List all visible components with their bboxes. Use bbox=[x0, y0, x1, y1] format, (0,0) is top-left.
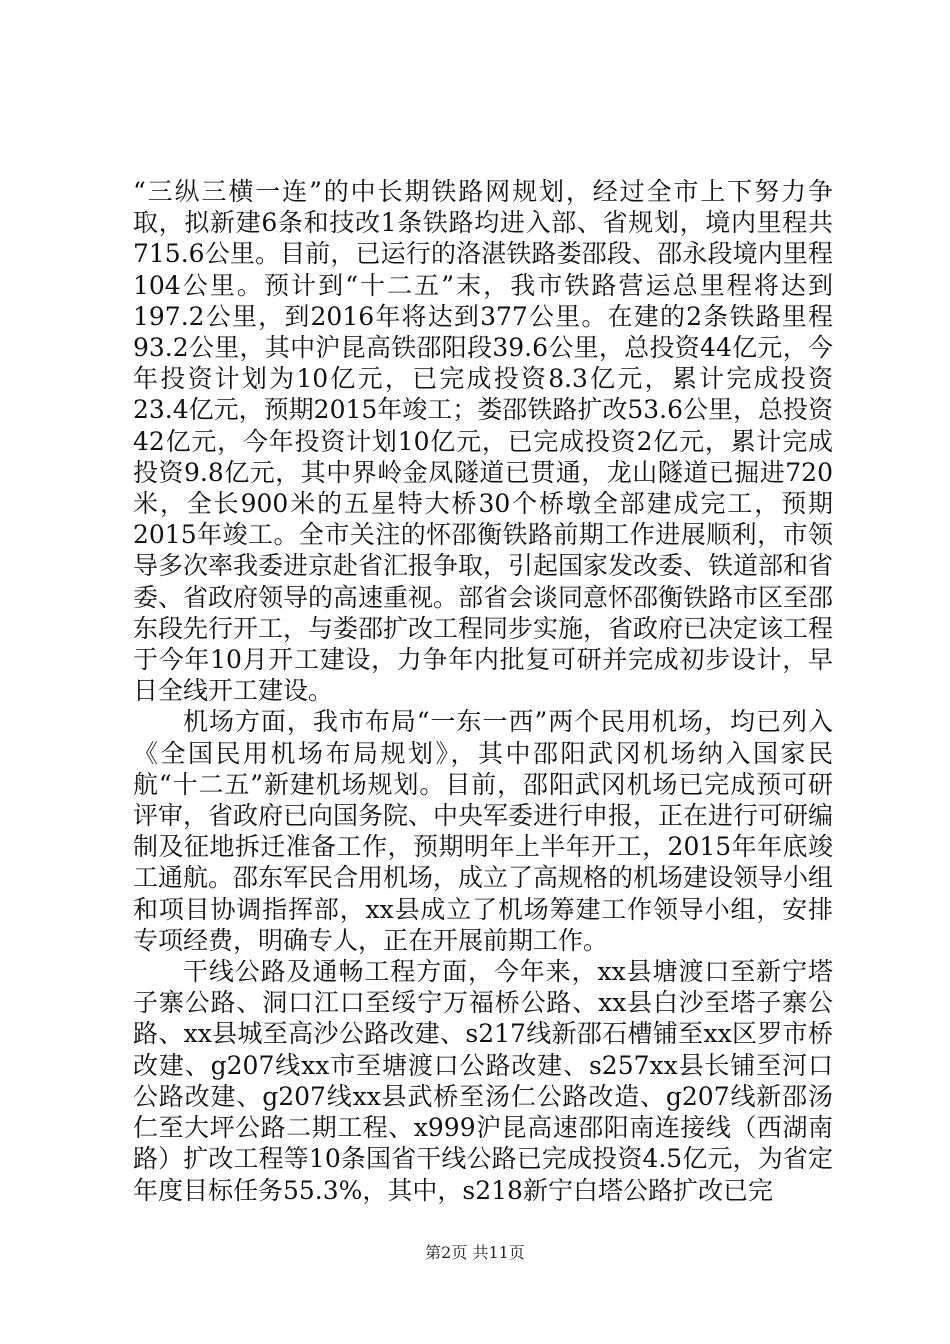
document-body bbox=[133, 176, 833, 1206]
paragraph-highway: 干线公路及通畅工程方面，今年来，xx县塘渡口至新宁塔子寨公路、洞口江口至绥宁万福桥公路、xx县白沙至塔子寨公路、xx县城至高沙公路改建、s217线新邵石槽铺至xx区罗市桥改建、g207线xx市至塘渡口公路改建、s257xx县长铺至河口公路改建、g207线xx县武桥至汤仁公路改造、g207线新邵汤仁至大坪公路二期工程、x999沪昆高速邵阳南连接线（西湖南路）扩改工程等10条国省干线公路已完成投资4.5亿元，为省定年度目标任务55.3%，其中，s218新宁白塔公路扩改已完 bbox=[133, 957, 833, 1205]
paragraph-airport: 机场方面，我市布局“一东一西”两个民用机场，均已列入《全国民用机场布局规划》，其中邵阳武冈机场纳入国家民航“十二五”新建机场规划。目前，邵阳武冈机场已完成预可研评审，省政府已向国务院、中央军委进行申报，正在进行可研编制及征地拆迁准备工作，预期明年上半年开工，2015年年底竣工通航。邵东军民合用机场，成立了高规格的机场建设领导小组和项目协调指挥部，xx县成立了机场筹建工作领导小组，安排专项经费，明确专人，正在开展前期工作。 bbox=[133, 707, 834, 955]
paragraph-railway: “三纵三横一连”的中长期铁路网规划，经过全市上下努力争取，拟新建6条和技改1条铁路均进入部、省规划，境内里程共715.6公里。目前，已运行的洛湛铁路娄邵段、邵永段境内里程104公里。预计到“十二五”末，我市铁路营运总里程将达到197.2公里，到2016年将达到377公里。在建的2条铁路里程93.2公里，其中沪昆高铁邵阳段39.6公里，总投资44亿元，今年投资计划为10亿元，已完成投资8.3亿元，累计完成投资23.4亿元，预期2015年竣工；娄邵铁路扩改53.6公里，总投资42亿元，今年投资计划10亿元，已完成投资2亿元，累计完成投资9.8亿元，其中界岭金凤隧道已贯通，龙山隧道已掘进720米，全长900米的五星特大桥30个桥墩全部建成完工，预期2015年竣工。全市关注的怀邵衡铁路前期工作进展顺利，市领导多次率我委进京赴省汇报争取，引起国家发改委、铁道部和省委、省政府领导的高速重视。部省会谈同意怀邵衡铁路市区至邵东段先行开工，与娄邵扩改工程同步实施，省政府已决定该工程于今年10月开工建设，力争年内批复可研并完成初步设计，早日全线开工建设。 bbox=[133, 177, 834, 706]
page-number: 第2页 共11页 bbox=[425, 1243, 525, 1262]
page-footer bbox=[0, 1240, 950, 1263]
